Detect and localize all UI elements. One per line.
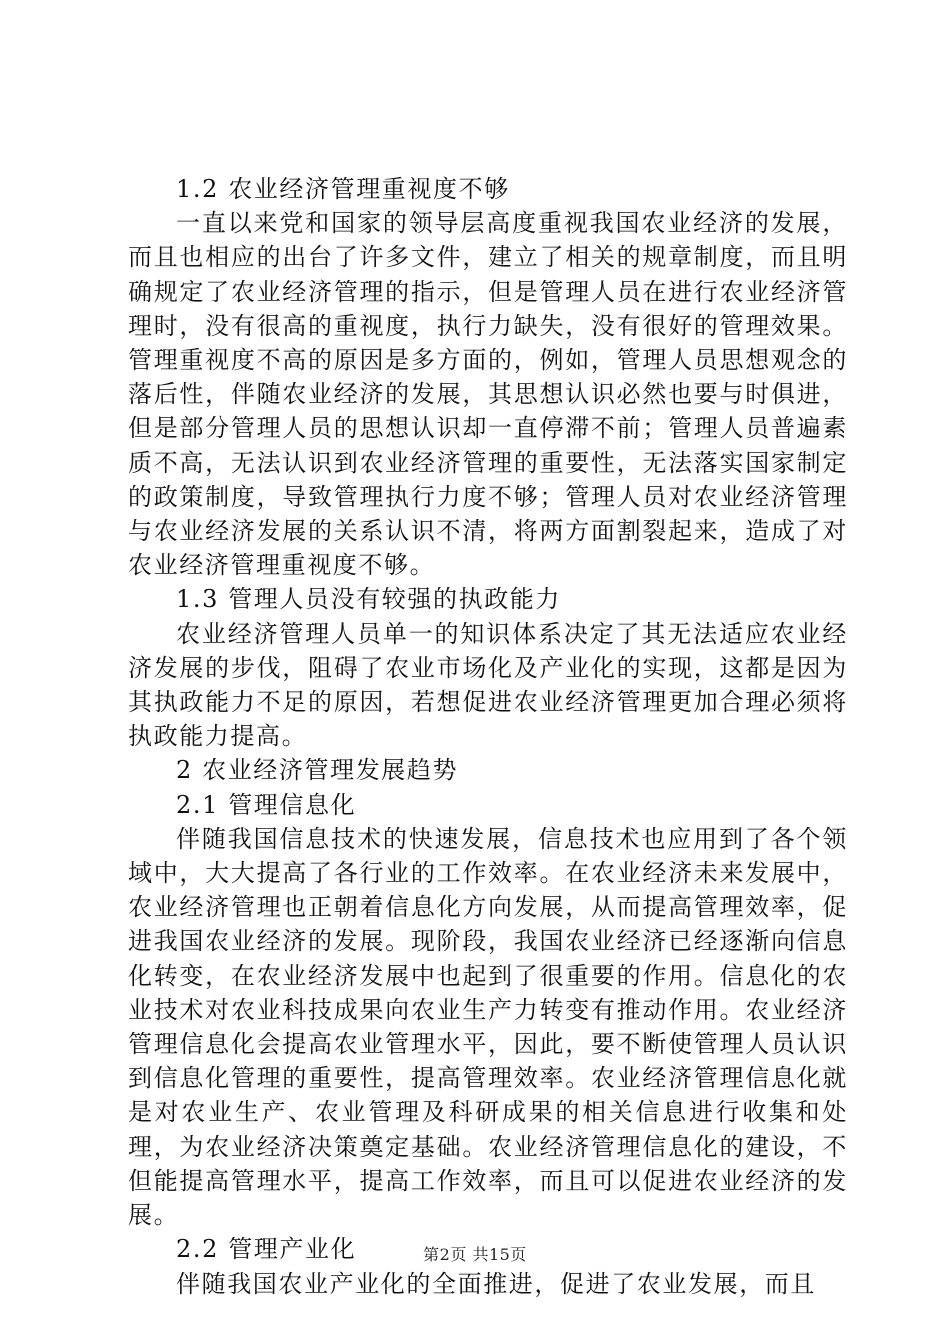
body-paragraph: 一直以来党和国家的领导层高度重视我国农业经济的发展，而且也相应的出台了许多文件，建立了相关的规章制度，而且明确规定了农业经济管理的指示，但是管理人员在进行农业经济管理时，没有很高的重视度，执行力缺失，没有很好的管理效果。管理重视度不高的原因是多方面的，例如，管理人员思想观念的落后性，伴随农业经济的发展，其思想认识必然也要与时俱进，但是部分管理人员的思想认识却一直停滞不前；管理人员普遍素质不高，无法认识到农业经济管理的重要性，无法落实国家制定的政策制度，导致管理执行力度不够；管理人员对农业经济管理与农业经济发展的关系认识不清，将两方面割裂起来，造成了对农业经济管理重视度不够。	[128, 209, 848, 580]
section-heading: 2.1 管理信息化	[176, 790, 357, 819]
body-paragraph: 伴随我国信息技术的快速发展，信息技术也应用到了各个领域中，大大提高了各行业的工作效率。在农业经济未来发展中，农业经济管理也正朝着信息化方向发展，从而提高管理效率，促进我国农业经济的发展。现阶段，我国农业经济已经逐渐向信息化转变，在农业经济发展中也起到了很重要的作用。信息化的农业技术对农业科技成果向农业生产力转变有推动作用。农业经济管理信息化会提高农业管理水平，因此，要不断使管理人员认识到信息化管理的重要性，提高管理效率。农业经济管理信息化就是对农业生产、农业管理及科研成果的相关信息进行收集和处理，为农业经济决策奠定基础。农业经济管理信息化的建设，不但能提高管理水平，提高工作效率，而且可以促进农业经济的发展。	[128, 824, 848, 1230]
document-body	[128, 172, 848, 1301]
body-paragraph: 农业经济管理人员单一的知识体系决定了其无法适应农业经济发展的步伐，阻碍了农业市场化及产业化的实现，这都是因为其执政能力不足的原因，若想促进农业经济管理更加合理必须将执政能力提高。	[128, 619, 848, 751]
body-paragraph: 伴随我国农业产业化的全面推进，促进了农业发展，而且	[176, 1269, 816, 1298]
page-number-footer: 第2页 共15页	[423, 1245, 527, 1264]
section-heading: 1.2 农业经济管理重视度不够	[176, 175, 510, 203]
section-heading: 2.2 管理产业化	[176, 1235, 357, 1264]
section-heading: 2 农业经济管理发展趋势	[176, 756, 459, 785]
section-heading: 1.3 管理人员没有较强的执政能力	[176, 585, 561, 614]
